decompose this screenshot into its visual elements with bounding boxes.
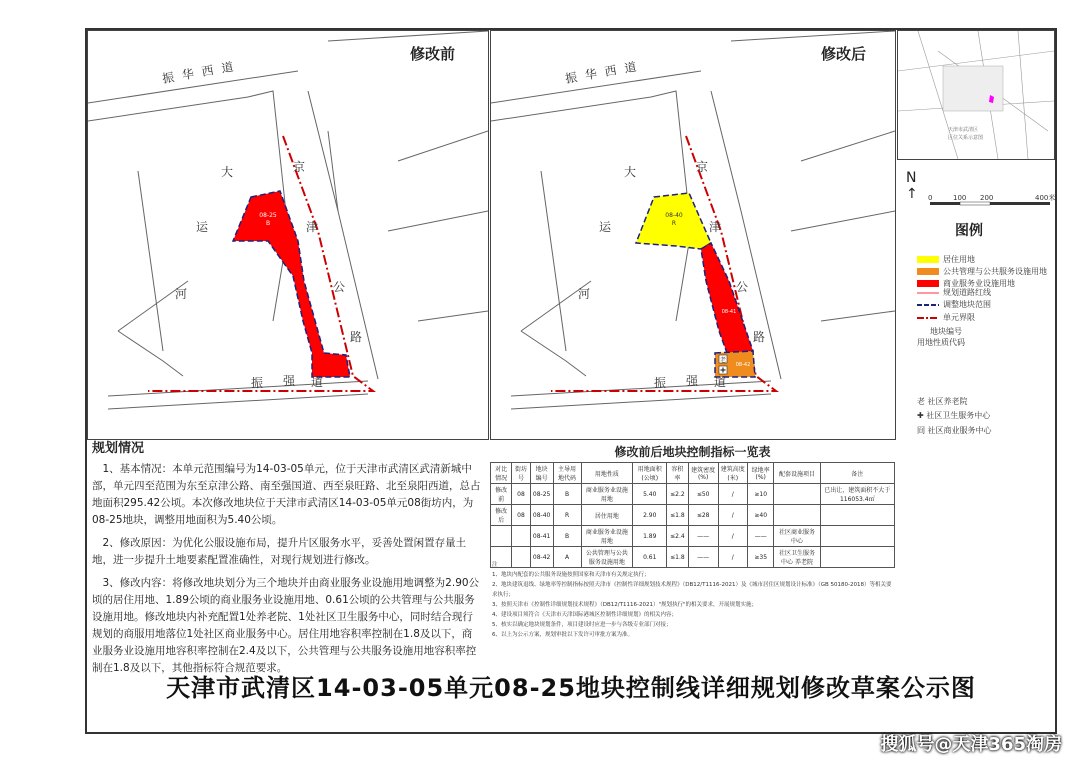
table-header-cell: 用地面积(公顷) [633,463,667,484]
table-header-cell: 用地性质 [581,463,633,484]
parcel-code: 08-40 [665,212,683,219]
table-cell: 修改前 [491,484,512,505]
table-footnotes [492,560,892,640]
footnote-line: 1、地块内配套的公共服务设施按照国家和天津市有关规定执行； [492,572,650,578]
table-cell: 0.61 [633,547,667,568]
road-name-char: 公 [736,280,749,294]
road-line [118,331,183,376]
svg-text:老: 老 [720,357,727,364]
locator-svg [898,31,1054,159]
control-index-table [490,462,895,568]
legend-line-road [917,287,991,298]
table-header-cell: 容积率 [667,463,689,484]
legend-label: 单元界限 [943,313,975,322]
footnote-line: 5、核实以确定地块规划条件，项目建设时应进一步与各级专业部门对接； [492,622,672,628]
table-cell [774,505,820,526]
road-line [388,211,488,231]
table-cell: 已出让，建筑面积不大于116053.4㎡ [820,484,894,505]
footnote-line: 3、按照天津市《控制性详细规划技术规程》（DB12/T1116-2021）"规划执行"的相关要求，开展规划实施； [492,602,758,608]
legend-color-item [917,266,1047,277]
table-cell: 社区商业服务中心 [774,526,820,547]
road-name-char: 大 [221,165,234,179]
legend-icon-row [917,425,992,436]
table-cell: / [718,505,747,526]
road-line [521,331,586,376]
health-center-icon [719,366,727,374]
table-cell [820,526,894,547]
road-line [88,97,248,121]
table-cell: —— [688,526,718,547]
table-cell: 5.40 [633,484,667,505]
road-line [398,131,488,161]
legend-swatch [917,256,939,263]
table-cell: 08-25 [530,484,553,505]
after-panel-title: 修改后 [821,45,867,63]
table-cell: B [553,484,581,505]
scale-bar [925,194,1055,210]
parcel-code: 08-42 [735,362,751,368]
legend-label: 居住用地 [943,255,975,264]
table-cell: 2.90 [633,505,667,526]
legend-label: 社区卫生服务中心 [926,411,991,420]
road-line [108,381,368,396]
table-header-cell: 地块编号 [530,463,553,484]
watermark: 搜狐号@天津365淘房 [880,734,1062,755]
parcel-type: B [265,220,271,227]
parcel-code: 08-25 [259,212,277,219]
table-title: 修改前后地块控制指标一览表 [614,445,771,459]
table-header-cell: 备注 [820,463,894,484]
road-name-char: 公 [333,280,346,294]
road-name-char: 路 [350,330,363,344]
table-header-cell: 配套设施项目 [774,463,820,484]
road-name-char: 河 [175,287,188,301]
road-line [731,31,895,41]
footnote-line: 2、地块建筑退线、绿地率等控制指标按照天津市《控制性详细规划技术规程》（DB12/T1116-2021）及《城市居住区规划设计标准》（GB 50180-2018）等相关要求执行； [492,582,892,598]
table-cell: 08-40 [530,505,553,526]
table-cell: / [718,526,747,547]
table-cell: ≤2.4 [667,526,689,547]
table-header-row [491,463,895,484]
table-cell: 修改后 [491,505,512,526]
legend-label: 社区养老院 [927,397,968,406]
table-cell: B [553,526,581,547]
road-name-char: 振 [654,376,667,390]
before-panel-title: 修改前 [410,45,456,63]
scale-label: 400米 [1035,194,1055,202]
table-header-cell: 建筑高度(米) [718,463,747,484]
legend-label: 商业服务业设施用地 [943,279,1015,288]
legend-line-parcel [917,299,991,310]
table-cell: ≤28 [688,505,718,526]
table-row [491,484,895,505]
table-cell: ≤50 [688,484,718,505]
table-header-cell: 绿地率(%) [747,463,774,484]
road-name-char: 道 [714,375,727,389]
elderly-home-icon [719,355,727,364]
planning-heading: 规划情况 [92,441,145,456]
planning-paragraph: 2、修改原因：为优化公服设施布局，提升片区服务水平，妥善处置闲置存量土地，进一步提升土地要素配置准确性，对现行规划进行修改。 [92,537,467,566]
road-line [801,131,895,161]
table-cell: 1.89 [633,526,667,547]
table-cell: R [553,505,581,526]
road-line [511,381,771,396]
legend-swatch [917,280,939,287]
table-cell: —— [747,526,774,547]
main-title: 天津市武清区14-03-05单元08-25地块控制线详细规划修改草案公示图 [166,674,976,702]
road-name-char: 京 [696,160,709,174]
health-center-icon: ✚ [917,411,924,420]
table-header-cell: 街坊号 [512,463,531,484]
scale-label: 0 [928,194,933,202]
road-line [541,171,566,351]
table-cell: 商业服务业设施用地 [581,484,633,505]
table-cell: 居住用地 [581,505,633,526]
legend-title: 图例 [955,223,983,239]
after-map-svg [491,31,895,439]
road-name-char: 京 [293,160,306,174]
road-line [328,31,488,41]
footnote-title: 注 [492,562,498,568]
road-name-char: 津 [306,220,319,234]
road-name-char: 强 [686,374,699,388]
parcel-code: 08-41 [721,309,737,315]
elderly-home-icon: 老 [917,397,925,406]
table-cell: 08-41 [530,526,553,547]
table-cell: ≤1.8 [667,547,689,568]
road-line [491,97,651,121]
table-cell: ≥10 [747,484,774,505]
table-cell: 社区卫生服务中心 养老院 [774,547,820,568]
unit-boundary-line [148,136,373,391]
scale-label: 100 [953,194,967,202]
road-line [328,131,338,211]
footnote-line: 6、以上为公示方案，规划审批以下发许可审批方案为准。 [492,632,634,638]
locator-caption: 区位关系示意图 [948,135,984,141]
table-cell: 08 [512,505,531,526]
road-name-char: 河 [578,287,591,301]
road-name-char: 运 [599,220,612,234]
legend-icon-row [917,396,968,407]
table-cell: 08 [512,484,531,505]
table-cell: / [718,484,747,505]
table-cell [820,505,894,526]
before-map-panel [87,30,489,440]
legend-label: 社区商业服务中心 [927,426,992,435]
legend-icon-row [917,410,990,421]
table-header-cell: 建筑密度(%) [688,463,718,484]
table-row [491,526,895,547]
road-name-char: 道 [311,375,324,389]
table-cell: 公共管理与公共服务设施用地 [581,547,633,568]
table-header-cell: 对比情况 [491,463,512,484]
road-name-char: 运 [196,220,209,234]
table-cell [774,484,820,505]
road-name-zhenhua: 振华西道 [161,58,243,86]
north-arrow-icon: N ↑ [906,170,918,202]
legend-label: 公共管理与公共服务设施用地 [943,267,1047,276]
table-cell: ≤1.8 [667,505,689,526]
locator-caption: 天津市武清区 [948,127,979,133]
parcel-note-label: 地块编号 [930,327,962,336]
commerce-center-icon: 冏 [917,426,925,435]
table-cell: A [553,547,581,568]
legend-label: 调整地块范围 [943,300,991,309]
road-name-char: 强 [283,374,296,388]
table-cell: ≤2.2 [667,484,689,505]
road-name-char: 大 [624,165,637,179]
road-name-char: 振 [251,376,264,390]
parcel-note-label: 用地性质代码 [917,338,965,347]
footnote-line: 4、建设项目须符合《天津市天津国际港城区控制性详细规划》的相关内容； [492,612,678,618]
planning-notes [92,440,482,683]
table-cell: ≥35 [747,547,774,568]
legend-swatch [917,268,939,275]
legend-label: 规划道路红线 [943,288,991,297]
road-line [108,394,368,409]
table-cell: / [718,547,747,568]
road-line [791,211,895,231]
table-cell: —— [688,547,718,568]
after-map-panel [490,30,896,440]
before-map-svg [88,31,488,439]
road-line [511,394,771,409]
planning-paragraph: 3、修改内容：将修改地块划分为三个地块并由商业服务业设施用地调整为2.90公顷的居住用地、1.89公顷的商业服务业设施用地、0.61公顷的公共管理与公共服务设施用地。修改地块内补充配置1处养老院、1处社区卫生服务中心，同时结合现行规划的商服用地落位1处社区商业服务中心。居住用地容积率控制在1.8及以下，商业服务业设施用地容积率控制在2.4及以下，公共管理与公共服务设施用地容积率控制在1.8及以下，其他指标符合规范要求。 [92,577,480,674]
table-row [491,505,895,526]
table-header-cell: 主导用地代码 [553,463,581,484]
legend-color-item [917,254,975,265]
parcel-type: R [671,220,677,227]
table-cell [512,526,531,547]
road-name-char: 路 [753,330,766,344]
road-name-char: 津 [709,220,722,234]
planning-paragraph: 1、基本情况：本单元范围编号为14-03-05单元，位于天津市武清区武清新城中部，单元四至范围为东至京津公路、南至强国道、西至泉旺路、北至泉阳西道，总占地面积295.42公顷。本次修改地块位于天津市武清区14-03-05单元08街坊内，为08-25地块，调整用地面积为5.40公顷。 [92,463,481,526]
table-cell [491,526,512,547]
road-line [138,171,163,351]
legend-line-unit [917,312,975,323]
road-name-zhenhua: 振华西道 [564,58,646,86]
scale-label: 200 [980,194,994,202]
table-cell: ≥40 [747,505,774,526]
road-line [821,311,895,321]
locator-map [897,30,1055,160]
table-cell: 商业服务业设施用地 [581,526,633,547]
road-line [418,311,488,321]
table-cell: 08-42 [530,547,553,568]
